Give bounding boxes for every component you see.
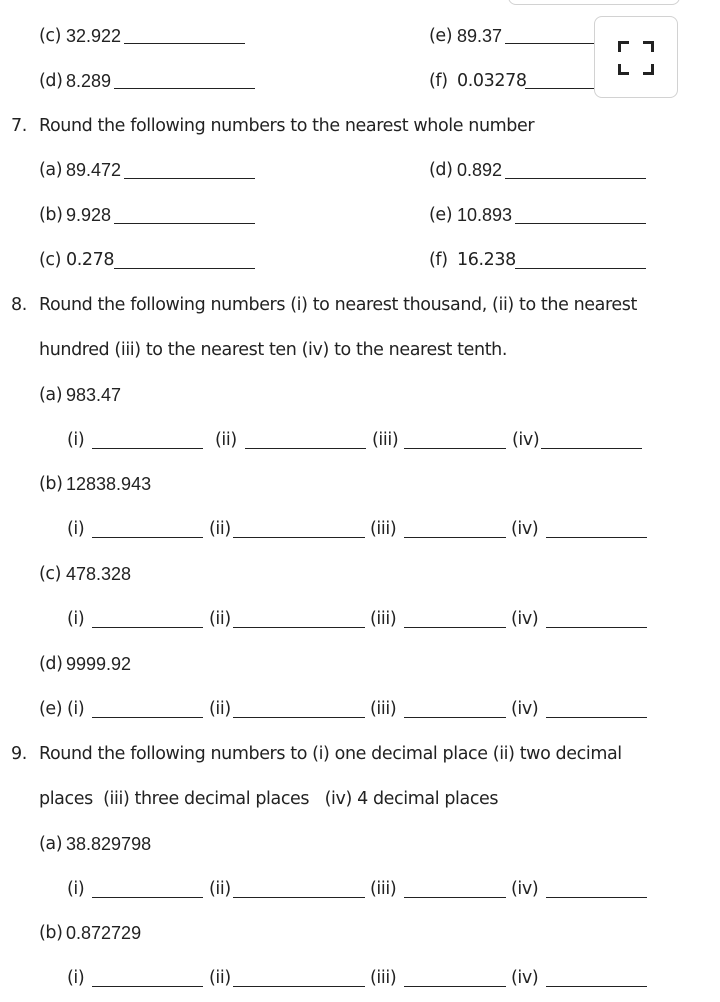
- q9-a-sub-iv: (iv): [511, 879, 539, 899]
- q7-d-answer-line[interactable]: [505, 178, 646, 179]
- q6-c-label: (c): [39, 26, 62, 46]
- q8-a-value: 983.47: [66, 385, 122, 405]
- q7-c-label: (c): [39, 250, 62, 270]
- q7-a-answer-line[interactable]: [124, 178, 255, 179]
- q7-e-answer-line[interactable]: [515, 223, 646, 224]
- q9-a-sub-ii: (ii): [209, 879, 231, 899]
- q8-d-value: 9999.92: [66, 654, 132, 674]
- q8-c-ii-answer-line[interactable]: [233, 627, 365, 628]
- q9-text-line1: Round the following numbers to (i) one decimal place (ii) two decimal: [39, 744, 622, 764]
- q9-number: 9.: [11, 744, 27, 764]
- q7-f-value: 16.238: [457, 250, 516, 270]
- q7-d-label: (d): [429, 160, 453, 180]
- q8-e-i-answer-line[interactable]: [92, 717, 203, 718]
- q7-a-value: 89.472: [66, 160, 122, 180]
- q8-b-ii-answer-line[interactable]: [233, 537, 365, 538]
- expand-icon: [618, 41, 654, 75]
- q9-b-i-answer-line[interactable]: [92, 986, 203, 987]
- q8-number: 8.: [11, 295, 27, 315]
- q8-b-sub-iii: (iii): [370, 519, 397, 539]
- q7-f-answer-line[interactable]: [515, 268, 646, 269]
- q8-e-sub-i: (i): [67, 699, 85, 719]
- expand-button[interactable]: [594, 16, 678, 98]
- q7-d-value: 0.892: [457, 160, 503, 180]
- q8-c-i-answer-line[interactable]: [92, 627, 203, 628]
- q8-a-sub-ii: (ii): [215, 430, 237, 450]
- q9-a-label: (a): [39, 834, 63, 854]
- q6-f-label: (f): [429, 71, 448, 91]
- top-card-edge: [508, 0, 680, 5]
- q9-a-ii-answer-line[interactable]: [233, 897, 365, 898]
- q8-e-ii-answer-line[interactable]: [233, 717, 365, 718]
- q8-c-sub-ii: (ii): [209, 609, 231, 629]
- q9-b-iv-answer-line[interactable]: [546, 986, 647, 987]
- q8-e-sub-iv: (iv): [511, 699, 539, 719]
- q9-b-sub-iii: (iii): [370, 968, 397, 988]
- q9-a-iv-answer-line[interactable]: [546, 897, 647, 898]
- q8-text-line2: hundred (iii) to the nearest ten (iv) to the nearest tenth.: [39, 340, 508, 360]
- q8-a-ii-answer-line[interactable]: [245, 448, 366, 449]
- q7-b-label: (b): [39, 205, 63, 225]
- q8-d-label: (d): [39, 654, 63, 674]
- q8-b-sub-i: (i): [67, 519, 85, 539]
- q8-b-value: 12838.943: [66, 474, 152, 494]
- q8-a-i-answer-line[interactable]: [92, 448, 203, 449]
- q9-b-iii-answer-line[interactable]: [404, 986, 506, 987]
- q9-b-value: 0.872729: [66, 923, 142, 943]
- q8-b-sub-iv: (iv): [511, 519, 539, 539]
- q8-c-iv-answer-line[interactable]: [546, 627, 647, 628]
- q8-b-sub-ii: (ii): [209, 519, 231, 539]
- q8-text-line1: Round the following numbers (i) to nearest thousand, (ii) to the nearest: [39, 295, 637, 315]
- q6-c-answer-line[interactable]: [124, 43, 245, 44]
- q8-c-sub-iv: (iv): [511, 609, 539, 629]
- q7-b-answer-line[interactable]: [114, 223, 255, 224]
- q9-b-ii-answer-line[interactable]: [233, 986, 365, 987]
- q7-f-label: (f): [429, 250, 448, 270]
- q7-e-label: (e): [429, 205, 453, 225]
- q8-b-iii-answer-line[interactable]: [404, 537, 506, 538]
- q8-e-sub-ii: (ii): [209, 699, 231, 719]
- q8-c-value: 478.328: [66, 564, 132, 584]
- q8-e-label: (e): [39, 699, 63, 719]
- q8-c-iii-answer-line[interactable]: [404, 627, 506, 628]
- q8-b-label: (b): [39, 474, 63, 494]
- q7-c-value: 0.278: [66, 250, 115, 270]
- q6-e-label: (e): [429, 26, 453, 46]
- q6-d-value: 8.289: [66, 71, 112, 91]
- q9-a-sub-iii: (iii): [370, 879, 397, 899]
- q8-a-sub-iii: (iii): [372, 430, 399, 450]
- q7-c-answer-line[interactable]: [114, 268, 255, 269]
- q8-c-sub-i: (i): [67, 609, 85, 629]
- q8-b-i-answer-line[interactable]: [92, 537, 203, 538]
- q9-b-sub-ii: (ii): [209, 968, 231, 988]
- q9-b-label: (b): [39, 923, 63, 943]
- q8-e-iii-answer-line[interactable]: [404, 717, 506, 718]
- q8-e-iv-answer-line[interactable]: [546, 717, 647, 718]
- q6-e-answer-line[interactable]: [505, 43, 594, 44]
- q9-a-i-answer-line[interactable]: [92, 897, 203, 898]
- q6-e-value: 89.37: [457, 26, 503, 46]
- q6-d-label: (d): [39, 71, 63, 91]
- q8-a-iv-answer-line[interactable]: [541, 448, 642, 449]
- q9-a-iii-answer-line[interactable]: [404, 897, 506, 898]
- q7-number: 7.: [11, 116, 27, 136]
- q6-f-answer-line[interactable]: [525, 88, 594, 89]
- q8-a-sub-i: (i): [67, 430, 85, 450]
- q9-text-line2: places (iii) three decimal places (iv) 4 decimal places: [39, 789, 499, 809]
- q7-b-value: 9.928: [66, 205, 112, 225]
- q8-c-label: (c): [39, 564, 62, 584]
- q7-e-value: 10.893: [457, 205, 513, 225]
- q7-text: Round the following numbers to the nearest whole number: [39, 116, 535, 136]
- q7-a-label: (a): [39, 160, 63, 180]
- q8-c-sub-iii: (iii): [370, 609, 397, 629]
- q9-a-value: 38.829798: [66, 834, 152, 854]
- q8-b-iv-answer-line[interactable]: [546, 537, 647, 538]
- q8-e-sub-iii: (iii): [370, 699, 397, 719]
- q8-a-sub-iv: (iv): [512, 430, 540, 450]
- q6-c-value: 32.922: [66, 26, 122, 46]
- q8-a-label: (a): [39, 385, 63, 405]
- q9-b-sub-iv: (iv): [511, 968, 539, 988]
- q8-a-iii-answer-line[interactable]: [404, 448, 506, 449]
- q6-f-value: 0.03278: [457, 71, 527, 91]
- q9-b-sub-i: (i): [67, 968, 85, 988]
- q6-d-answer-line[interactable]: [114, 88, 255, 89]
- q9-a-sub-i: (i): [67, 879, 85, 899]
